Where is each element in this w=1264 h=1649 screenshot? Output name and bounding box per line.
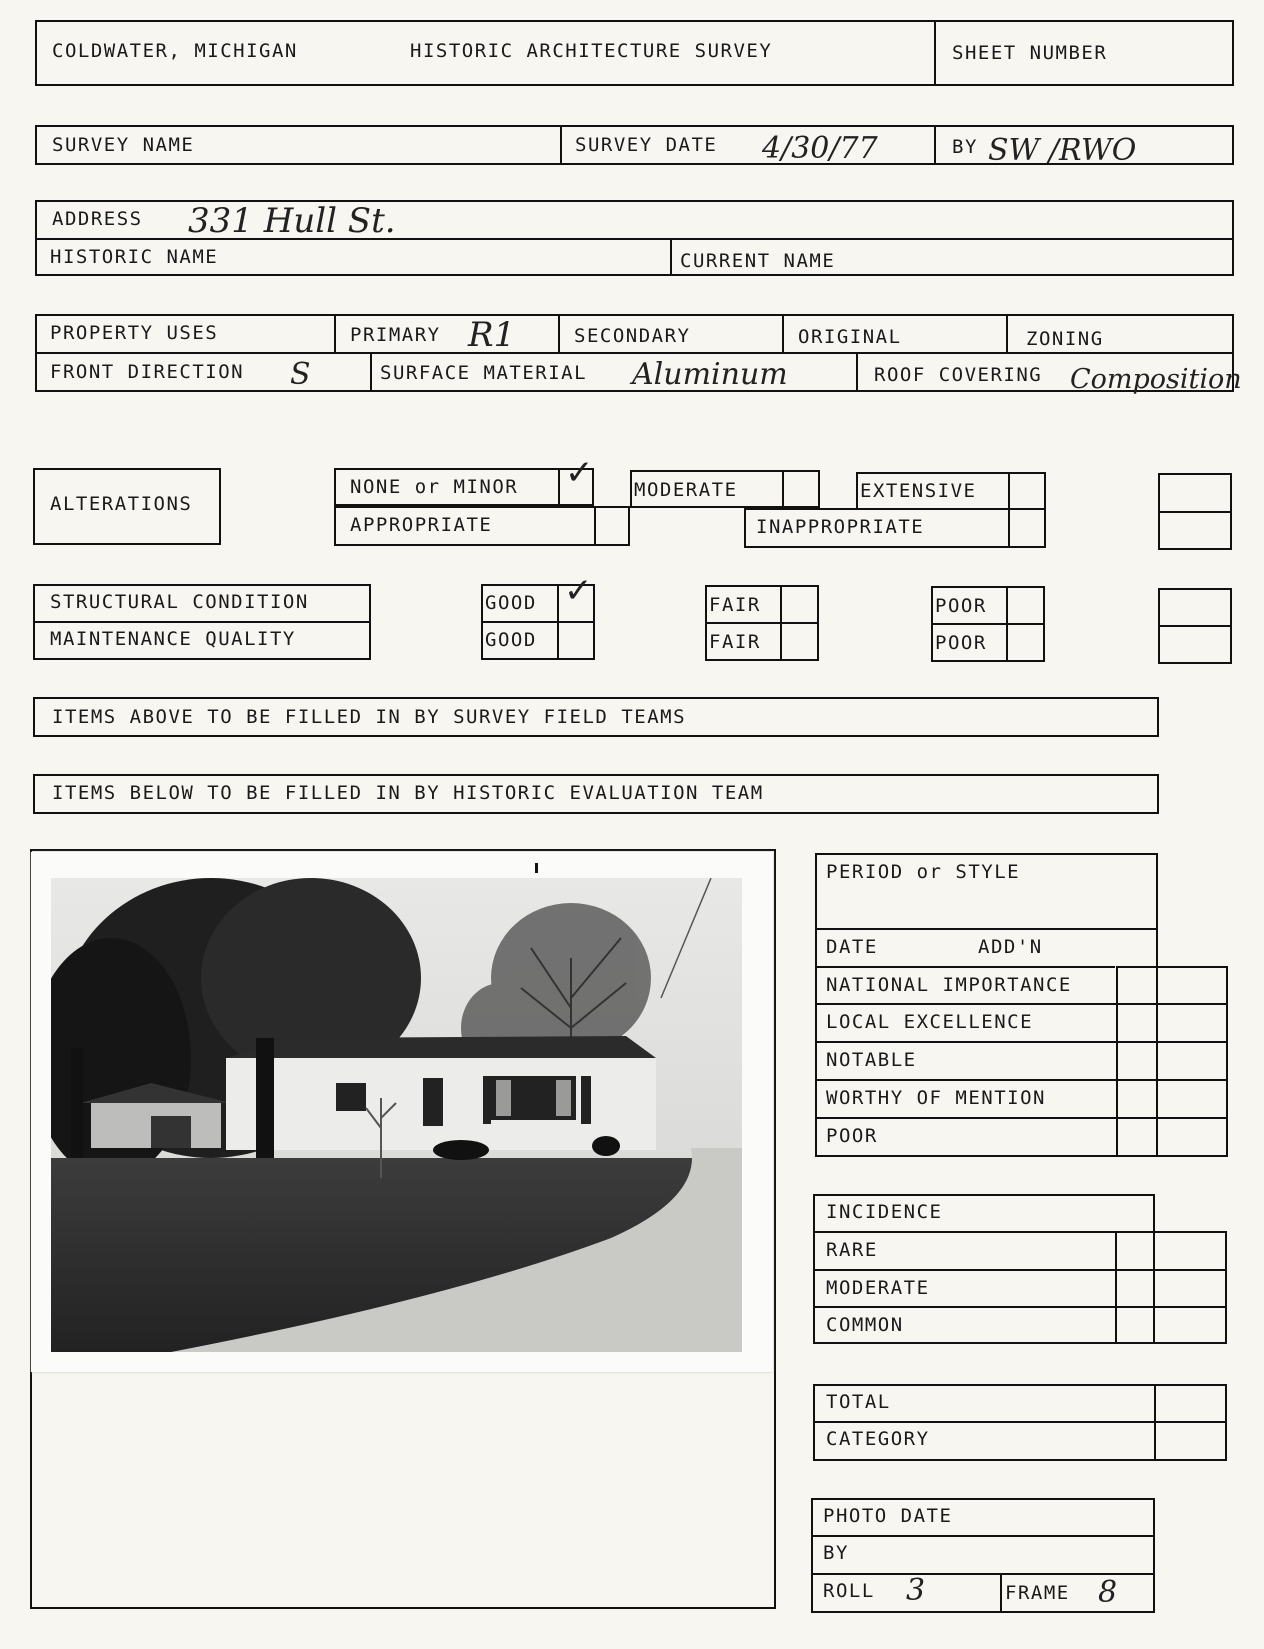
maintenance-fair-label: FAIR	[709, 631, 761, 653]
good-mid	[481, 621, 595, 623]
eval-notable: NOTABLE	[826, 1049, 917, 1071]
period-style-label: PERIOD or STYLE	[826, 861, 1021, 883]
structural-condition-label: STRUCTURAL CONDITION	[50, 591, 309, 613]
surface-material-label: SURFACE MATERIAL	[380, 362, 588, 384]
structural-good-label: GOOD	[485, 592, 537, 614]
incidence-score-column	[1115, 1231, 1227, 1344]
original-label: ORIGINAL	[798, 326, 902, 348]
note-below: ITEMS BELOW TO BE FILLED IN BY HISTORIC EVALUATION TEAM	[52, 782, 764, 804]
address-label: ADDRESS	[52, 208, 143, 230]
alterations-label: ALTERATIONS	[50, 493, 193, 515]
photo-by-label: BY	[823, 1542, 849, 1564]
condition-score-mid	[1158, 625, 1232, 627]
evaluation-box	[815, 853, 1158, 1157]
address-value[interactable]: 331 Hull St.	[188, 201, 396, 241]
frame-value[interactable]: 8	[1098, 1575, 1118, 1610]
alt-moderate-label: MODERATE	[634, 479, 738, 501]
house-photograph	[51, 878, 742, 1352]
incidence-line-0	[813, 1231, 1115, 1233]
survey-div-1	[560, 125, 562, 165]
incidence-common: COMMON	[826, 1314, 904, 1336]
incidence-rare: RARE	[826, 1239, 878, 1261]
alt-none-minor-label: NONE or MINOR	[350, 476, 519, 498]
property-mid-line	[35, 352, 1234, 354]
alt-score-mid	[1158, 511, 1232, 513]
total-label: TOTAL	[826, 1391, 891, 1413]
poor-cell	[1006, 586, 1008, 662]
photo-pin-mark	[535, 863, 538, 873]
maintenance-quality-label: MAINTENANCE QUALITY	[50, 628, 296, 650]
eval-line-3	[815, 1079, 1228, 1081]
maintenance-good-label: GOOD	[485, 629, 537, 651]
secondary-label: SECONDARY	[574, 325, 691, 347]
eval-line-1	[815, 1003, 1228, 1005]
alt-inappropriate-cell	[1008, 508, 1010, 548]
property-div-4	[1006, 314, 1008, 352]
current-name-label: CURRENT NAME	[680, 250, 836, 272]
eval-score-column	[1116, 966, 1228, 1157]
survey-by-value[interactable]: SW /RWO	[988, 133, 1137, 168]
sheet-number-label: SHEET NUMBER	[952, 42, 1108, 64]
fair-cell	[780, 585, 782, 661]
total-mid	[813, 1421, 1227, 1423]
alt-extensive-label: EXTENSIVE	[860, 480, 977, 502]
total-score-divider	[1154, 1384, 1156, 1461]
front-direction-value[interactable]: S	[290, 357, 311, 392]
city-label: COLDWATER, MICHIGAN	[52, 40, 298, 62]
survey-div-2	[934, 125, 936, 165]
eval-poor: POOR	[826, 1125, 878, 1147]
incidence-label: INCIDENCE	[826, 1201, 943, 1223]
alt-none-minor-cell	[558, 468, 560, 506]
alt-none-minor-check[interactable]: ✓	[565, 453, 594, 493]
address-name-divider	[670, 238, 672, 276]
eval-line-0	[815, 966, 1115, 968]
survey-date-label: SURVEY DATE	[575, 134, 718, 156]
fair-mid	[705, 622, 819, 624]
survey-name-label: SURVEY NAME	[52, 134, 195, 156]
alt-extensive-cell	[1008, 472, 1010, 510]
category-label: CATEGORY	[826, 1428, 930, 1450]
structural-poor-label: POOR	[935, 595, 987, 617]
photo-info-line-1	[811, 1535, 1155, 1537]
structural-fair-label: FAIR	[709, 594, 761, 616]
property-div-5	[370, 352, 372, 392]
alt-appropriate-cell	[594, 506, 596, 546]
condition-label-mid	[33, 621, 371, 623]
zoning-label: ZONING	[1026, 328, 1104, 350]
photo-date-label: PHOTO DATE	[823, 1505, 953, 1527]
eval-national-importance: NATIONAL IMPORTANCE	[826, 974, 1072, 996]
eval-local-excellence: LOCAL EXCELLENCE	[826, 1011, 1034, 1033]
incidence-line-2	[813, 1306, 1227, 1308]
incidence-line-1	[813, 1269, 1227, 1271]
roll-label: ROLL	[823, 1580, 875, 1602]
incidence-moderate: MODERATE	[826, 1277, 930, 1299]
roll-value[interactable]: 3	[906, 1573, 926, 1608]
property-uses-label: PROPERTY USES	[50, 322, 219, 344]
property-div-3	[782, 314, 784, 352]
survey-title: HISTORIC ARCHITECTURE SURVEY	[410, 40, 773, 62]
roof-covering-value[interactable]: Composition	[1070, 364, 1242, 395]
good-cell	[557, 584, 559, 660]
survey-date-value[interactable]: 4/30/77	[762, 131, 878, 166]
primary-value[interactable]: R1	[468, 315, 516, 355]
note-above: ITEMS ABOVE TO BE FILLED IN BY SURVEY FIELD TEAMS	[52, 706, 687, 728]
property-div-6	[856, 352, 858, 392]
structural-good-check[interactable]: ✓	[564, 571, 593, 611]
header-divider	[934, 20, 936, 86]
alt-inappropriate-label: INAPPROPRIATE	[756, 516, 925, 538]
front-direction-label: FRONT DIRECTION	[50, 361, 245, 383]
property-div-1	[334, 314, 336, 352]
alt-appropriate-label: APPROPRIATE	[350, 514, 493, 536]
eval-worthy-of-mention: WORTHY OF MENTION	[826, 1087, 1046, 1109]
poor-mid	[931, 623, 1045, 625]
eval-line-2	[815, 1041, 1228, 1043]
roll-frame-divider	[1000, 1573, 1002, 1613]
surface-material-value[interactable]: Aluminum	[632, 357, 788, 392]
alt-moderate-cell	[782, 470, 784, 508]
eval-line-4	[815, 1117, 1228, 1119]
frame-label: FRAME	[1005, 1582, 1070, 1604]
roof-covering-label: ROOF COVERING	[874, 364, 1043, 386]
date-label: DATE	[826, 936, 878, 958]
historic-name-label: HISTORIC NAME	[50, 246, 219, 268]
primary-label: PRIMARY	[350, 324, 441, 346]
eval-line-date	[815, 928, 1158, 930]
survey-by-label: BY	[952, 136, 978, 158]
addn-label: ADD'N	[978, 936, 1043, 958]
maintenance-poor-label: POOR	[935, 632, 987, 654]
property-div-2	[558, 314, 560, 352]
